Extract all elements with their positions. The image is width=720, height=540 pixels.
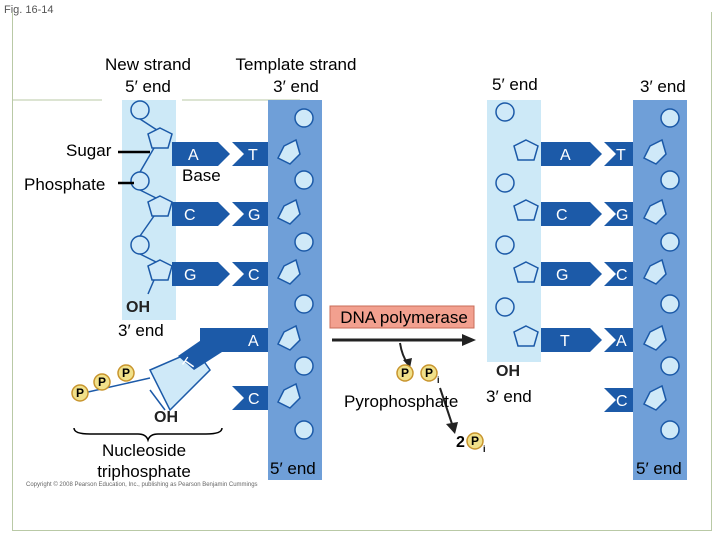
- phosphate-label: Phosphate: [24, 175, 106, 194]
- phosphate-circle: [131, 236, 149, 254]
- base-letter: G: [556, 267, 569, 284]
- base-letter: C: [248, 267, 260, 284]
- nucleoside-triphosphate-label: Nucleoside triphosphate: [97, 441, 191, 481]
- incoming-nucleoside: [88, 334, 222, 410]
- phosphate-circle: [131, 101, 149, 119]
- base-letter: A: [188, 147, 199, 164]
- base-letter: C: [616, 393, 628, 410]
- right-oh-label: OH: [496, 363, 520, 380]
- figure-label: Fig. 16-14: [4, 4, 54, 16]
- base-letter: G: [184, 267, 197, 284]
- right-template-3-end: 3′ end: [640, 77, 686, 96]
- new-strand-5-end: 5′ end: [125, 77, 171, 96]
- dna-polymerase-label: DNA polymerase: [340, 308, 468, 327]
- right-new-strand-5-end: 5′ end: [492, 75, 538, 94]
- phosphate-letter: P: [425, 366, 434, 380]
- new-strand-label: New strand: [105, 55, 191, 74]
- base-letter: C: [616, 267, 628, 284]
- incoming-base-letter: T: [180, 355, 200, 374]
- base-letter: A: [248, 333, 259, 350]
- template-strand-label: Template strand: [235, 55, 357, 74]
- phosphate-letter: P: [76, 386, 85, 400]
- base-letter: A: [560, 147, 571, 164]
- base-letter: A: [616, 333, 627, 350]
- reaction-arrow: [332, 334, 476, 368]
- phosphate-subscript: i: [483, 444, 486, 454]
- left-new-strand-3-end: 3′ end: [118, 321, 164, 340]
- base-letter: T: [248, 147, 258, 164]
- base-letter: T: [560, 333, 570, 350]
- base-letter: G: [248, 207, 261, 224]
- phosphate-subscript: i: [437, 375, 440, 385]
- left-template-5-end: 5′ end: [270, 459, 316, 478]
- nucleoside-brace: [74, 428, 222, 440]
- right-template-5-end: 5′ end: [636, 459, 682, 478]
- base-letter: C: [556, 207, 568, 224]
- sugar-label: Sugar: [66, 141, 112, 160]
- base-letter: G: [616, 207, 629, 224]
- template-strand-3-end: 3′ end: [273, 77, 319, 96]
- right-new-strand-3-end: 3′ end: [486, 387, 532, 406]
- base-label: Base: [182, 166, 221, 185]
- base-pentagon: [172, 142, 230, 166]
- coefficient-two: 2: [456, 434, 465, 451]
- right-new-strand-band: [487, 100, 541, 362]
- pyrophosphate-label: Pyrophosphate: [344, 392, 459, 411]
- base-letter: C: [184, 207, 196, 224]
- phosphate-letter: P: [122, 366, 131, 380]
- phosphate-letter: P: [401, 366, 410, 380]
- phosphate-letter: P: [98, 375, 107, 389]
- base-pentagon: [172, 262, 230, 286]
- phosphate-letter: P: [471, 434, 480, 448]
- left-oh-label: OH: [126, 299, 150, 316]
- phosphate-circle: [131, 172, 149, 190]
- base-letter: C: [248, 391, 260, 408]
- nucleoside-oh-label: OH: [154, 409, 178, 426]
- base-letter: T: [616, 147, 626, 164]
- base-pentagon: [172, 202, 230, 226]
- copyright-notice: Copyright © 2008 Pearson Education, Inc., publishing as Pearson Benjamin Cummings: [26, 482, 258, 488]
